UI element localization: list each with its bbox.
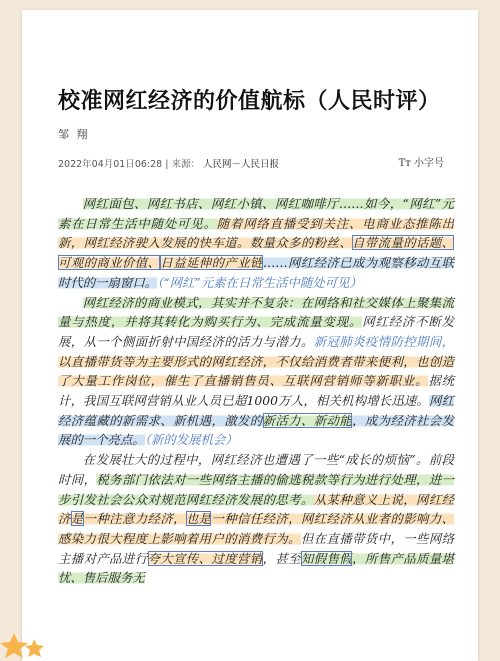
source-label: 来源： bbox=[171, 159, 201, 170]
plain-text: 网红经济不断发展，从一个侧面折射中国经济的活力与潜力。 bbox=[58, 314, 455, 349]
boxed-word: 是 bbox=[70, 511, 84, 527]
plain-text: 据统计，我国互联网营销从业人员已超1000万人，相关机构增长迅速。 bbox=[58, 373, 455, 409]
highlight-blue: 网红经济蕴藏的新需求、新机遇，激发的 bbox=[58, 393, 454, 428]
font-size-label: 小字号 bbox=[414, 158, 444, 169]
article-meta bbox=[58, 156, 279, 170]
boxed-phrase: 新活力、新动能 bbox=[262, 412, 353, 428]
font-size-icon: Tт bbox=[398, 158, 411, 169]
margin-note: （“网红”元素在日常生活中随处可见） bbox=[157, 274, 362, 290]
highlight-green: ，所售产品质量堪忧、售后服务无 bbox=[58, 550, 455, 586]
boxed-phrase: 夸大宣传、过度营销 bbox=[147, 550, 263, 566]
highlight-orange: 数量众多的粉丝、 bbox=[249, 235, 353, 251]
article-title: 校准网红经济的价值航标（人民时评） bbox=[58, 89, 441, 114]
star-sticker-icon bbox=[0, 629, 48, 659]
highlight-green: 网红面包、网红书店、网红小镇、网红咖啡厅……如今，“网红”元素在日常生活中随处可见。 bbox=[58, 196, 454, 231]
boxed-word: 也是 bbox=[185, 511, 212, 527]
boxed-phrase: 可观的商业价值、 bbox=[58, 255, 161, 271]
article-body bbox=[58, 194, 454, 588]
boxed-phrase: 日益延伸的产业链 bbox=[160, 255, 263, 271]
source-name[interactable]: 人民网－人民日报 bbox=[203, 159, 280, 170]
article-page bbox=[22, 10, 478, 661]
plain-text: ，甚至 bbox=[262, 550, 301, 566]
font-size-toggle[interactable] bbox=[399, 154, 444, 169]
boxed-phrase: 知假售假 bbox=[300, 550, 353, 566]
highlight-green: 在网络和社交媒体上聚集流量与热度，并将其转化为购买行为、完成流量变现。 bbox=[58, 294, 455, 330]
highlight-orange: 一种信任经济，网红经济从业者的影响力、感染力很大程度上影响着用户的消费行为。 bbox=[58, 511, 455, 546]
highlight-green: 网红经济的商业模式，其实并不复杂： bbox=[82, 294, 301, 310]
plain-text: 但在直播带货中，一些网络主播对产品进行 bbox=[58, 530, 455, 566]
highlight-orange: 随着网络直播受到关注、电商业态推陈出新，网红经济驶入发展的快车道。 bbox=[58, 215, 455, 251]
margin-note: （新的发展机会） bbox=[144, 432, 238, 448]
highlight-orange: 一种注意力经济， bbox=[83, 511, 186, 527]
paragraph-3 bbox=[58, 450, 454, 588]
article-author: 邹 翔 bbox=[58, 128, 90, 141]
paragraph-1 bbox=[58, 194, 454, 293]
highlight-orange: 以直播带货等为主要形式的网红经济，不仅给消费者带来便利，也创造了大量工作岗位，催生了直播销售员、互联网营销师等新职业。 bbox=[58, 353, 454, 389]
paragraph-2 bbox=[58, 293, 454, 451]
plain-text: 在发展壮大的过程中，网红经济也遭遇了一些“成长的烦恼”。前段时间， bbox=[58, 452, 454, 487]
highlight-blue: ，成为经济社会发展的一个亮点。 bbox=[58, 412, 455, 448]
boxed-phrase: 自带流量的话题、 bbox=[352, 235, 455, 251]
highlight-green: 税务部门依法对一些网络主播的偷逃税款等行为进行处理，进一步引发社会公众对规范网红经济发展的思考。 bbox=[58, 471, 455, 507]
meta-separator: | bbox=[165, 159, 172, 170]
annotated-text: 新冠肺炎疫情防控期间， bbox=[313, 333, 455, 349]
highlight-blue: ……网红经济已成为观察移动互联时代的一扇窗口。 bbox=[58, 255, 455, 290]
highlight-orange: 从某种意义上说，网红经济 bbox=[58, 491, 455, 527]
publish-date: 2022年04月01日06:28 bbox=[58, 159, 163, 170]
